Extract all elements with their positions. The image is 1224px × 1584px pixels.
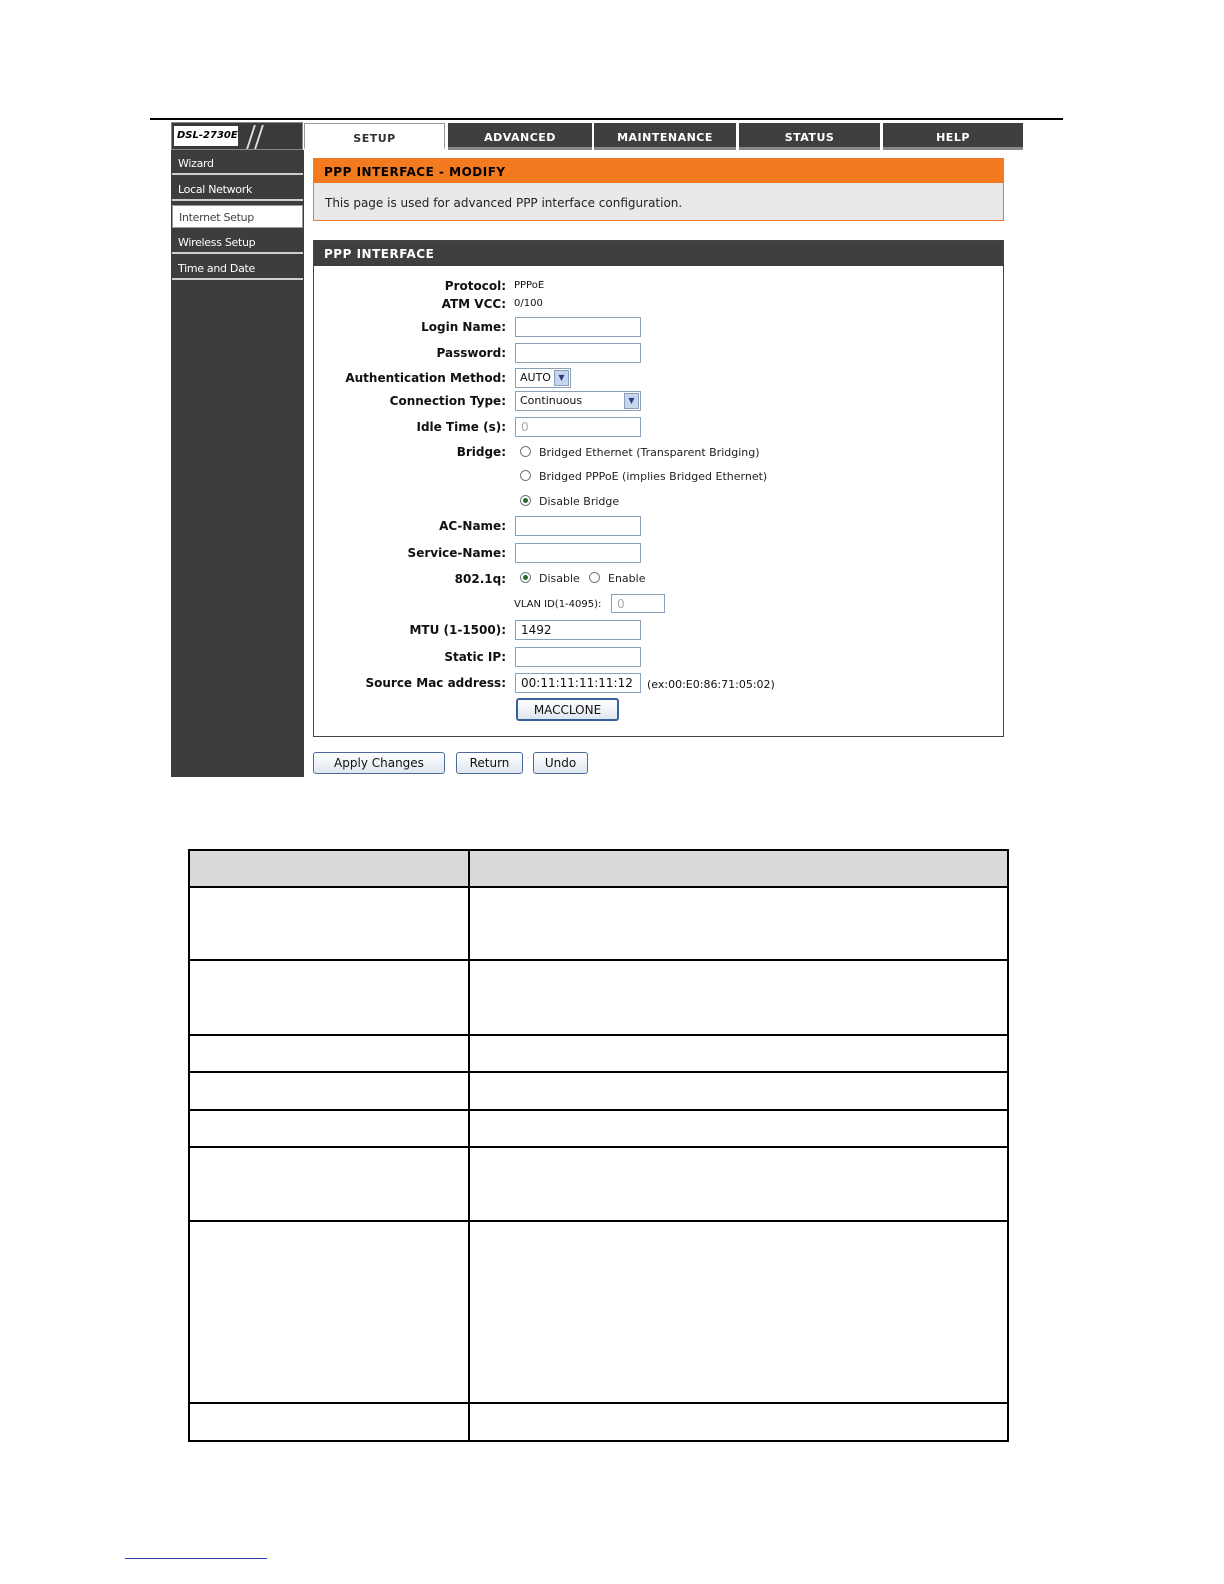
macclone-button[interactable]: MACCLONE <box>516 698 619 721</box>
auth-method-label: Authentication Method: <box>345 371 506 385</box>
bridge-pppoe-label: Bridged PPPoE (implies Bridged Ethernet) <box>539 470 768 483</box>
service-name-label: Service-Name: <box>407 546 506 560</box>
sidebar-item-time-and-date[interactable]: Time and Date <box>172 257 303 280</box>
tab-setup[interactable]: SETUP <box>304 123 445 150</box>
vlan-id-input[interactable]: 0 <box>611 594 665 613</box>
table-row-divider <box>188 959 1009 961</box>
connection-type-label: Connection Type: <box>389 394 506 408</box>
atm-vcc-label: ATM VCC: <box>441 297 506 311</box>
idle-time-input[interactable]: 0 <box>515 417 641 437</box>
dot1q-enable-radio[interactable] <box>589 572 600 583</box>
table-row-divider <box>188 1034 1009 1036</box>
table-column-divider <box>468 849 470 1442</box>
logo-slash-icon <box>254 125 264 149</box>
page-header <box>313 158 1004 221</box>
password-input[interactable] <box>515 343 641 363</box>
page-description: This page is used for advanced PPP interface configuration. <box>325 196 683 210</box>
bridge-ethernet-label: Bridged Ethernet (Transparent Bridging) <box>539 446 760 459</box>
dot1q-disable-radio[interactable] <box>520 572 531 583</box>
password-label: Password: <box>436 346 506 360</box>
tab-help[interactable]: HELP <box>883 123 1023 150</box>
bridge-ethernet-radio[interactable] <box>520 446 531 457</box>
main-content <box>304 150 1023 777</box>
source-mac-hint: (ex:00:E0:86:71:05:02) <box>647 678 775 691</box>
logo <box>171 122 303 150</box>
service-name-input[interactable] <box>515 543 641 563</box>
table-border <box>188 849 1009 851</box>
auth-method-select[interactable] <box>515 368 571 388</box>
bridge-pppoe-radio[interactable] <box>520 470 531 481</box>
chevron-down-icon[interactable]: ▼ <box>624 393 639 409</box>
tab-status[interactable]: STATUS <box>739 123 880 150</box>
table-row-divider <box>188 886 1009 888</box>
protocol-value: PPPoE <box>514 280 545 291</box>
dot1q-disable-label: Disable <box>539 572 580 585</box>
top-rule <box>150 118 1063 120</box>
protocol-label: Protocol: <box>444 279 506 293</box>
mtu-label: MTU (1-1500): <box>409 623 506 637</box>
section-title: PPP INTERFACE <box>314 241 1003 266</box>
description-table <box>188 849 1009 1442</box>
auth-method-value: AUTO <box>520 371 551 384</box>
idle-time-label: Idle Time (s): <box>416 420 506 434</box>
sidebar-item-internet-setup[interactable]: Internet Setup <box>172 205 303 228</box>
table-border <box>188 849 190 1442</box>
source-mac-label: Source Mac address: <box>365 676 506 690</box>
ppp-interface-panel <box>313 240 1004 737</box>
connection-type-select[interactable] <box>515 391 641 411</box>
table-row-divider <box>188 1402 1009 1404</box>
sidebar-item-local-network[interactable]: Local Network <box>172 178 303 201</box>
connection-type-value: Continuous <box>520 394 583 407</box>
table-border <box>1007 849 1009 1442</box>
undo-button[interactable]: Undo <box>533 752 588 774</box>
table-row-divider <box>188 1146 1009 1148</box>
return-button[interactable]: Return <box>456 752 523 774</box>
dot1q-enable-label: Enable <box>608 572 646 585</box>
router-screenshot <box>171 122 1023 777</box>
table-row-divider <box>188 1109 1009 1111</box>
mtu-input[interactable]: 1492 <box>515 620 641 640</box>
static-ip-label: Static IP: <box>444 650 506 664</box>
table-row-divider <box>188 1220 1009 1222</box>
disable-bridge-label: Disable Bridge <box>539 495 620 508</box>
login-name-input[interactable] <box>515 317 641 337</box>
top-tabs <box>304 123 1023 150</box>
ac-name-input[interactable] <box>515 516 641 536</box>
logo-text: DSL-2730E <box>174 126 238 146</box>
page-title: PPP INTERFACE - MODIFY <box>314 159 1003 183</box>
bridge-label: Bridge: <box>456 445 506 459</box>
sidebar <box>171 150 304 777</box>
tab-maintenance[interactable]: MAINTENANCE <box>594 123 736 150</box>
disable-bridge-radio[interactable] <box>520 495 531 506</box>
atm-vcc-value: 0/100 <box>514 298 543 309</box>
table-row-divider <box>188 1071 1009 1073</box>
vlan-id-label: VLAN ID(1-4095): <box>514 599 602 610</box>
sidebar-item-wizard[interactable]: Wizard <box>172 152 303 175</box>
source-mac-input[interactable]: 00:11:11:11:11:12 <box>515 673 641 693</box>
static-ip-input[interactable] <box>515 647 641 667</box>
tab-advanced[interactable]: ADVANCED <box>448 123 592 150</box>
table-header-row <box>188 849 1009 887</box>
chevron-down-icon[interactable]: ▼ <box>554 370 569 386</box>
ac-name-label: AC-Name: <box>439 519 506 533</box>
dot1q-label: 802.1q: <box>454 572 506 586</box>
login-name-label: Login Name: <box>421 320 506 334</box>
apply-changes-button[interactable]: Apply Changes <box>313 752 445 774</box>
footer-rule <box>125 1558 267 1559</box>
table-border <box>188 1440 1009 1442</box>
sidebar-item-wireless-setup[interactable]: Wireless Setup <box>172 231 303 254</box>
